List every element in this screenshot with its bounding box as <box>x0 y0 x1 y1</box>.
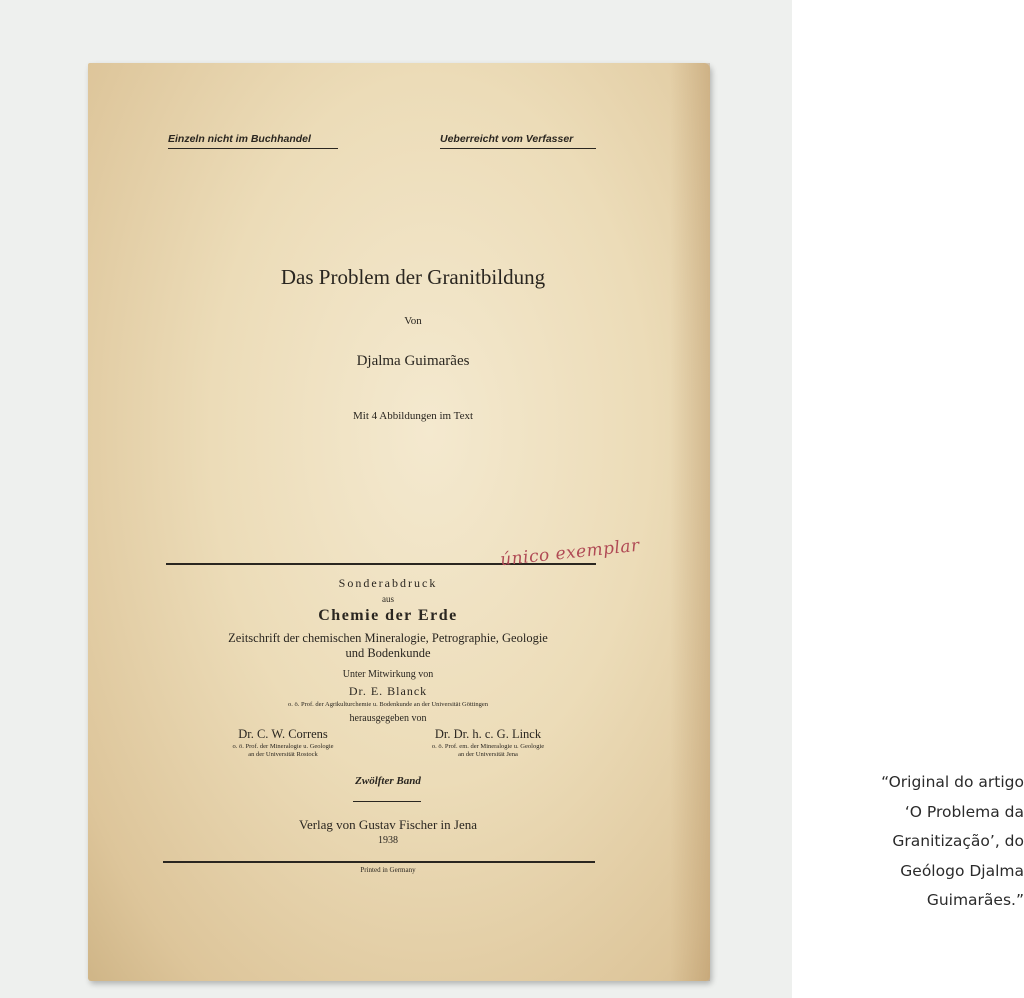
booklet-cover <box>88 63 710 981</box>
editor-linck-name: Dr. Dr. h. c. G. Linck <box>434 727 542 741</box>
illustrations-note: Mit 4 Abbildungen im Text <box>352 410 474 422</box>
by-label: Von <box>404 315 422 327</box>
printed-in-label: Printed in Germany <box>360 866 416 874</box>
header-left-note: Einzeln nicht im Buchhandel <box>168 133 338 149</box>
handwritten-annotation: único exemplar <box>499 535 641 571</box>
journal-subtitle-line-2: und Bodenkunde <box>345 646 431 660</box>
caption-line-5: Guimarães.” <box>926 891 1024 909</box>
offprint-label: Sonderabdruck <box>338 576 438 590</box>
paper-edge-shade <box>670 63 710 981</box>
photo-caption <box>806 768 1024 916</box>
volume-label: Zwölfter Band <box>355 775 421 787</box>
short-divider <box>353 801 421 802</box>
editor-linck-aff-line-1: o. ö. Prof. em. der Mineralogie u. Geologie <box>431 743 545 750</box>
edited-by-label: herausgegeben von <box>349 713 427 724</box>
from-label: aus <box>382 594 394 604</box>
editor-correns-affiliation <box>188 743 378 759</box>
caption-line-2: ‘O Problema da <box>904 802 1024 821</box>
editor-correns-aff-line-1: o. ö. Prof. der Mineralogie u. Geologie <box>232 743 334 750</box>
editor-linck-affiliation <box>388 743 588 759</box>
header-right-note: Ueberreicht vom Verfasser <box>440 133 596 149</box>
booklet-title: Das Problem der Granitbildung <box>280 265 546 289</box>
publisher: Verlag von Gustav Fischer in Jena <box>299 817 477 832</box>
journal-subtitle-line-1: Zeitschrift der chemischen Mineralogie, Petrographie, Geologie <box>228 631 548 645</box>
editor-correns-name: Dr. C. W. Correns <box>238 727 328 741</box>
caption-line-4: Geólogo Djalma <box>900 861 1024 880</box>
author-name: Djalma Guimarães <box>356 353 470 369</box>
journal-title: Chemie der Erde <box>318 607 458 624</box>
editor-correns-aff-line-2: an der Universität Rostock <box>248 751 318 758</box>
contributor-name: Dr. E. Blanck <box>348 684 428 698</box>
journal-subtitle <box>168 631 608 661</box>
editor-linck-aff-line-2: an der Universität Jena <box>458 751 518 758</box>
bottom-rule <box>163 861 595 863</box>
collaboration-label: Unter Mitwirkung von <box>342 669 434 680</box>
publication-year: 1938 <box>378 835 398 846</box>
caption-line-3: Granitização’, do <box>892 832 1024 850</box>
caption-line-1: “Original do artigo <box>881 773 1024 791</box>
contributor-affiliation: o. ö. Prof. der Agrikulturchemie u. Bodenkunde an der Universität Göttingen <box>287 701 488 708</box>
